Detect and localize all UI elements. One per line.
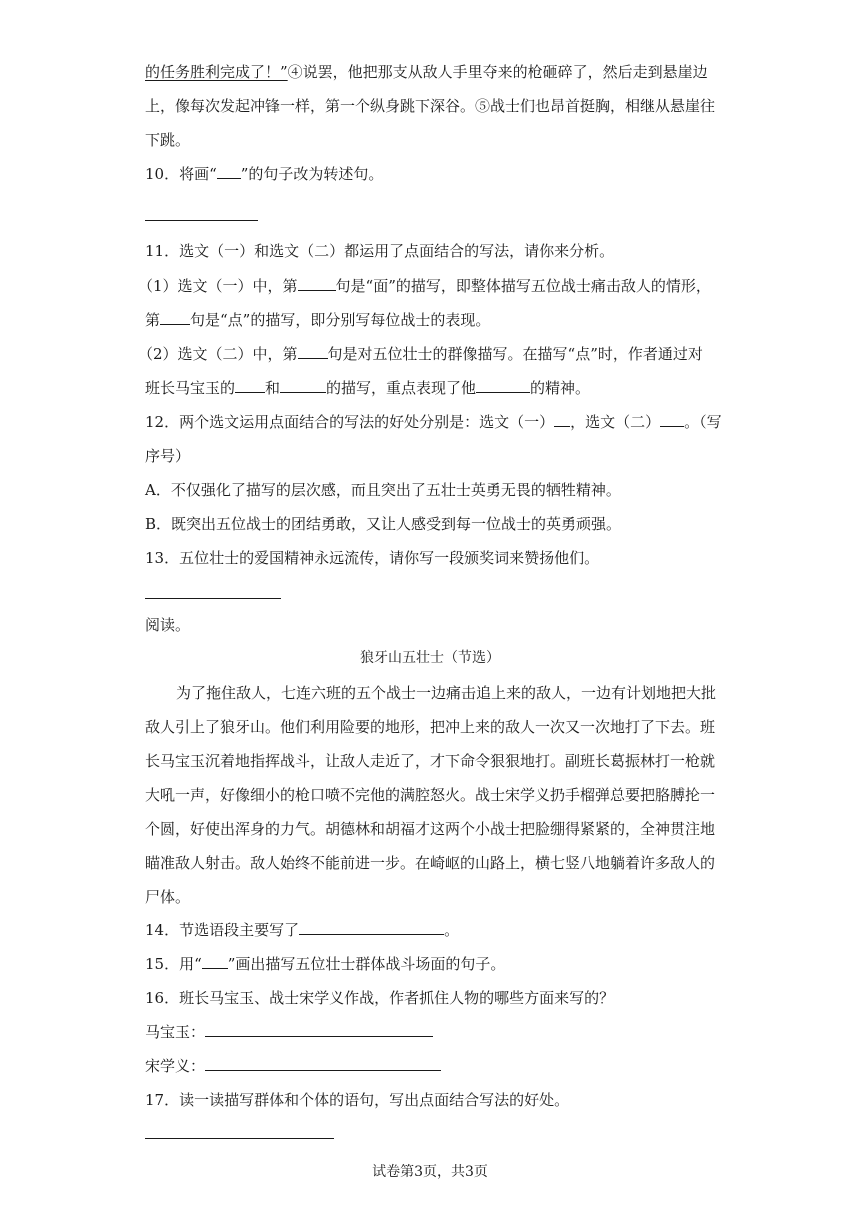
page-footer: 试卷第3页，共3页: [372, 1164, 488, 1180]
question-13: 13．五位壮士的爱国精神永远流传，请你写一段颁奖词来赞扬他们。: [145, 549, 600, 567]
passage-line-7: 尸体。: [145, 888, 191, 906]
answer-line-q10[interactable]: [145, 220, 258, 221]
underlined-sentence: 的任务胜利完成了！”: [145, 63, 288, 81]
passage-continuation-line-2: 上，像每次发起冲锋一样，第一个纵身跳下深谷。⑤战士们也昂首挺胸，相继从悬崖往: [145, 97, 716, 115]
passage-line-3: 长马宝玉沉着地指挥战斗，让敌人走近了，才下命令狠狠地打。副班长葛振林打一枪就: [145, 752, 716, 770]
question-14: 14．节选语段主要写了 。: [145, 921, 460, 939]
option-a: A．不仅强化了描写的层次感，而且突出了五壮士英勇无畏的牺牲精神。: [145, 481, 621, 499]
blank-q11-5[interactable]: [280, 378, 326, 393]
blank-q11-6[interactable]: [476, 378, 530, 393]
question-11-part-1-cont: 第 句是“点”的描写，即分别写每位战士的表现。: [145, 311, 491, 329]
blank-q11-3[interactable]: [298, 344, 328, 359]
question-11-stem: 11．选文（一）和选文（二）都运用了点面结合的写法，请你来分析。: [145, 242, 615, 260]
passage-title: 狼牙山五壮士（节选）: [360, 650, 500, 666]
passage-line-6: 瞄准敌人射击。敌人始终不能前进一步。在崎岖的山路上，横七竖八地躺着许多敌人的: [145, 854, 716, 872]
underline-sample-q15: [202, 954, 228, 969]
blank-ma-baoyu[interactable]: [205, 1022, 433, 1037]
answer-line-q13[interactable]: [145, 598, 281, 599]
passage-continuation-line-1: 的任务胜利完成了！”④说罢，他把那支从敌人手里夺来的枪砸碎了，然后走到悬崖边: [145, 63, 708, 81]
answer-line-q17[interactable]: [145, 1138, 334, 1139]
question-11-part-1: （1）选文（一）中，第 句是“面”的描写，即整体描写五位战士痛击敌人的情形，: [138, 277, 711, 295]
question-16: 16．班长马宝玉、战士宋学义作战，作者抓住人物的哪些方面来写的？: [145, 989, 615, 1007]
blank-q11-2[interactable]: [160, 310, 190, 325]
passage-line-1: 为了拖住敌人，七连六班的五个战士一边痛击追上来的敌人，一边有计划地把大批: [176, 684, 717, 702]
answer-ma-baoyu: 马宝玉：: [145, 1022, 433, 1042]
passage-continuation-line-3: 下跳。: [145, 131, 191, 149]
question-15: 15．用“ ”画出描写五位壮士群体战斗场面的句子。: [145, 955, 506, 973]
blank-q12-2[interactable]: [660, 412, 684, 427]
question-12: 12．两个选文运用点面结合的写法的好处分别是：选文（一） ，选文（二） 。（写: [145, 413, 722, 431]
question-10: 10．将画“ ”的句子改为转述句。: [145, 165, 384, 183]
question-11-part-2: （2）选文（二）中，第 句是对五位壮士的群像描写。在描写“点”时，作者通过对: [138, 345, 703, 363]
option-b: B．既突出五位战士的团结勇敢，又让人感受到每一位战士的英勇顽强。: [145, 515, 622, 533]
passage-line-4: 大吼一声，好像细小的枪口喷不完他的满腔怒火。战士宋学义扔手榴弹总要把胳膊抡一: [145, 786, 716, 804]
question-11-part-2-cont: 班长马宝玉的 和 的描写，重点表现了他 的精神。: [145, 379, 591, 397]
question-12-cont: 序号）: [145, 447, 191, 465]
reading-label: 阅读。: [145, 616, 191, 634]
passage-line-5: 个圆，好使出浑身的力气。胡德林和胡福才这两个小战士把脸绷得紧紧的，全神贯注地: [145, 820, 716, 838]
blank-q11-1[interactable]: [298, 276, 336, 291]
blank-q11-4[interactable]: [235, 378, 265, 393]
blank-q12-1[interactable]: [554, 412, 570, 427]
underline-sample: [217, 164, 241, 179]
answer-song-xueyi: 宋学义：: [145, 1056, 441, 1076]
question-17: 17．读一读描写群体和个体的语句，写出点面结合写法的好处。: [145, 1091, 570, 1109]
blank-q14[interactable]: [299, 920, 444, 935]
passage-line-2: 敌人引上了狼牙山。他们利用险要的地形，把冲上来的敌人一次又一次地打了下去。班: [145, 718, 716, 736]
blank-song-xueyi[interactable]: [205, 1056, 441, 1071]
